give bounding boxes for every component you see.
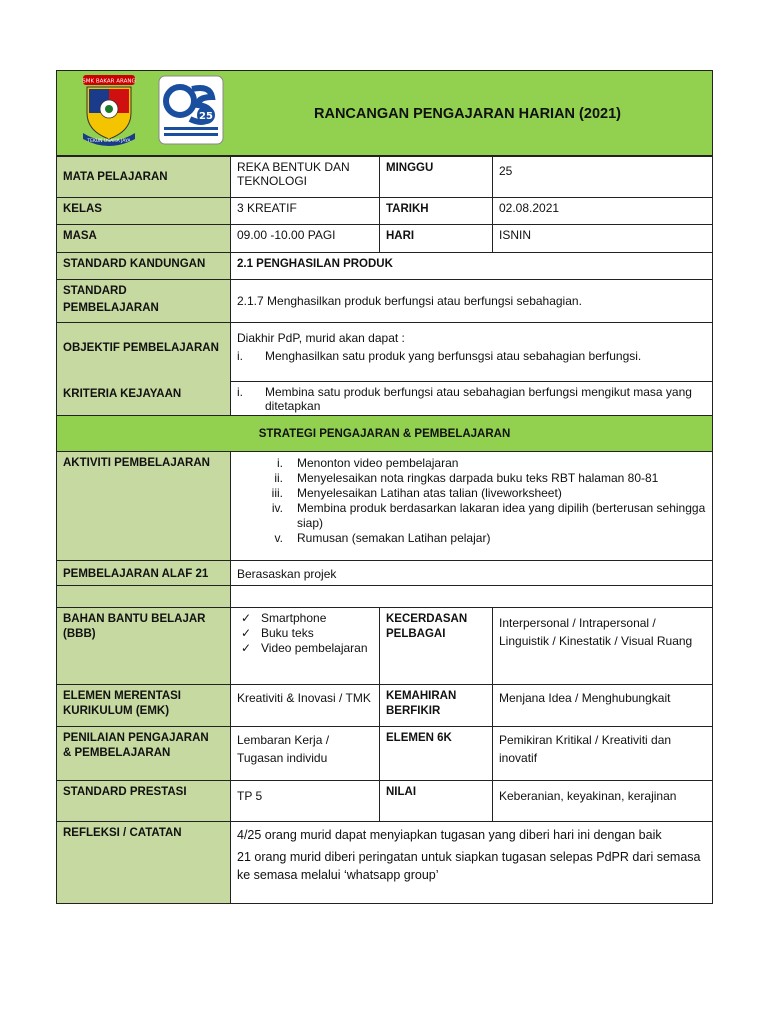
penilaian-label: [56, 726, 231, 781]
aktiviti-item-number: iii.: [271, 486, 283, 500]
aktiviti-list: [231, 456, 706, 546]
kelas-value: 3 KREATIF: [230, 197, 380, 225]
tarikh-value: 02.08.2021: [492, 197, 713, 225]
objektif-label: OBJEKTIF PEMBELAJARAN: [63, 342, 219, 354]
objektif-item-number: i.: [237, 349, 243, 363]
kp-label-line-1: KECERDASAN: [386, 613, 468, 625]
aktiviti-item-text: Membina produk berdasarkan lakaran idea yang dipilih (berterusan sehingga siap): [297, 501, 706, 530]
alaf21-label: PEMBELAJARAN ALAF 21: [56, 560, 231, 586]
logo2-number: 25: [199, 111, 213, 122]
objektif-kriteria-label-cell: [56, 322, 231, 416]
standard-kandungan-label: STANDARD KANDUNGAN: [56, 252, 231, 280]
kriteria-item-number: i.: [237, 385, 243, 399]
kriteria-label: KRITERIA KEJAYAAN: [63, 388, 182, 400]
aktiviti-item-number: i.: [277, 456, 283, 470]
aktiviti-item-text: Menonton video pembelajaran: [297, 456, 459, 470]
objektif-kriteria-value-cell: [230, 322, 713, 416]
strategi-header: STRATEGI PENGAJARAN & PEMBELAJARAN: [56, 415, 713, 452]
masa-value: 09.00 -10.00 PAGI: [230, 224, 380, 253]
kb-label-line-1: KEMAHIRAN: [386, 690, 457, 702]
emk-value: Kreativiti & Inovasi / TMK: [230, 684, 380, 727]
blank-label-cell: [56, 585, 231, 608]
bbb-item-text: Buku teks: [261, 626, 314, 640]
aktiviti-item: [231, 486, 706, 501]
aktiviti-label: AKTIVITI PEMBELAJARAN: [56, 451, 231, 561]
header-row: [56, 70, 713, 156]
refleksi-line-1: 4/25 orang murid dapat menyiapkan tugasan yang diberi hari ini dengan baik: [237, 828, 662, 842]
logo1-motto: TEKUN USAHA JAYA: [87, 139, 131, 144]
ppki-logo-icon: [158, 75, 224, 145]
kriteria-item-text: Membina satu produk berfungsi atau sebahagian berfungsi mengikut masa yang ditetapkan: [265, 385, 692, 413]
kriteria-item: [237, 385, 706, 413]
kecerdasan-value: Interpersonal / Intrapersonal / Linguistik / Kinestatik / Visual Ruang: [492, 607, 713, 685]
checkmark-icon: ✓: [241, 626, 252, 640]
masa-label: MASA: [56, 224, 231, 253]
blank-value-cell: [230, 585, 713, 608]
mata-pelajaran-label: MATA PELAJARAN: [56, 156, 231, 198]
bbb-list: [241, 611, 375, 656]
bbb-label-line-1: BAHAN BANTU BELAJAR: [63, 613, 206, 625]
hari-label: HARI: [379, 224, 493, 253]
minggu-value: 25: [492, 156, 713, 198]
kemahiran-berfikir-value: Menjana Idea / Menghubungkait: [492, 684, 713, 727]
kp-label-line-2: PELBAGAI: [386, 628, 446, 640]
standard-pembelajaran-value: 2.1.7 Menghasilkan produk berfungsi atau berfungsi sebahagian.: [230, 279, 713, 323]
alaf21-value: Berasaskan projek: [230, 560, 713, 586]
bbb-item: [241, 611, 375, 626]
emk-label-line-2: KURIKULUM (EMK): [63, 705, 170, 717]
tarikh-label: TARIKH: [379, 197, 493, 225]
mata-pelajaran-value: REKA BENTUK DAN TEKNOLOGI: [230, 156, 380, 198]
elemen-6k-label: ELEMEN 6K: [379, 726, 493, 781]
divider: [231, 381, 712, 382]
emk-label-line-1: ELEMEN MERENTASI: [63, 690, 181, 702]
checkmark-icon: ✓: [241, 611, 252, 625]
aktiviti-item-text: Rumusan (semakan Latihan pelajar): [297, 531, 491, 545]
objektif-item: [237, 349, 706, 363]
objektif-item-text: Menghasilkan satu produk yang berfunsgsi atau sebahagian berfungsi.: [265, 349, 642, 363]
pp-label-line-2: & PEMBELAJARAN: [63, 747, 171, 759]
school-crest-icon: [79, 75, 139, 147]
aktiviti-item-number: ii.: [274, 471, 283, 485]
aktiviti-item-text: Menyelesaikan Latihan atas talian (liveworksheet): [297, 486, 562, 500]
kelas-label: KELAS: [56, 197, 231, 225]
bbb-label-line-2: (BBB): [63, 628, 96, 640]
sp-label-line-1: STANDARD: [63, 285, 127, 297]
aktiviti-item-number: iv.: [271, 501, 283, 515]
kecerdasan-label: [379, 607, 493, 685]
elemen-6k-value: Pemikiran Kritikal / Kreativiti dan inovatif: [492, 726, 713, 781]
kemahiran-berfikir-label: [379, 684, 493, 727]
penilaian-value: Lembaran Kerja / Tugasan individu: [230, 726, 380, 781]
pp-label-line-1: PENILAIAN PENGAJARAN: [63, 732, 209, 744]
standard-prestasi-label: STANDARD PRESTASI: [56, 780, 231, 822]
kb-label-line-2: BERFIKIR: [386, 705, 441, 717]
minggu-label: MINGGU: [379, 156, 493, 198]
bbb-label: [56, 607, 231, 685]
aktiviti-item-text: Menyelesaikan nota ringkas darpada buku teks RBT halaman 80-81: [297, 471, 659, 485]
aktiviti-value-cell: [230, 451, 713, 561]
page-title: RANCANGAN PENGAJARAN HARIAN (2021): [314, 106, 621, 122]
standard-prestasi-value: TP 5: [230, 780, 380, 822]
standard-kandungan-value: 2.1 PENGHASILAN PRODUK: [230, 252, 713, 280]
objektif-intro: Diakhir PdP, murid akan dapat :: [237, 331, 405, 345]
sp-label-line-2: PEMBELAJARAN: [63, 302, 159, 314]
emk-label: [56, 684, 231, 727]
checkmark-icon: ✓: [241, 641, 252, 655]
bbb-item: [241, 626, 375, 641]
refleksi-value-cell: [230, 821, 713, 904]
nilai-label: NILAI: [379, 780, 493, 822]
aktiviti-item: [231, 456, 706, 471]
bbb-item-text: Smartphone: [261, 611, 327, 625]
standard-pembelajaran-label: [56, 279, 231, 323]
lesson-plan-document: [56, 70, 713, 904]
refleksi-line-2: 21 orang murid diberi peringatan untuk siapkan tugasan selepas PdPR dari semasa ke semasa melalui ‘whatsapp group’: [237, 850, 701, 882]
aktiviti-item-number: v.: [274, 531, 283, 545]
refleksi-label: REFLEKSI / CATATAN: [56, 821, 231, 904]
nilai-value: Keberanian, keyakinan, kerajinan: [492, 780, 713, 822]
bbb-item-text: Video pembelajaran: [261, 641, 368, 655]
logo1-name: SMK BAKAR ARANG: [82, 78, 136, 85]
aktiviti-item: [231, 531, 706, 546]
hari-value: ISNIN: [492, 224, 713, 253]
aktiviti-item: [231, 471, 706, 486]
bbb-item: [241, 641, 375, 656]
bbb-value-cell: [230, 607, 380, 685]
aktiviti-item: [231, 501, 706, 531]
